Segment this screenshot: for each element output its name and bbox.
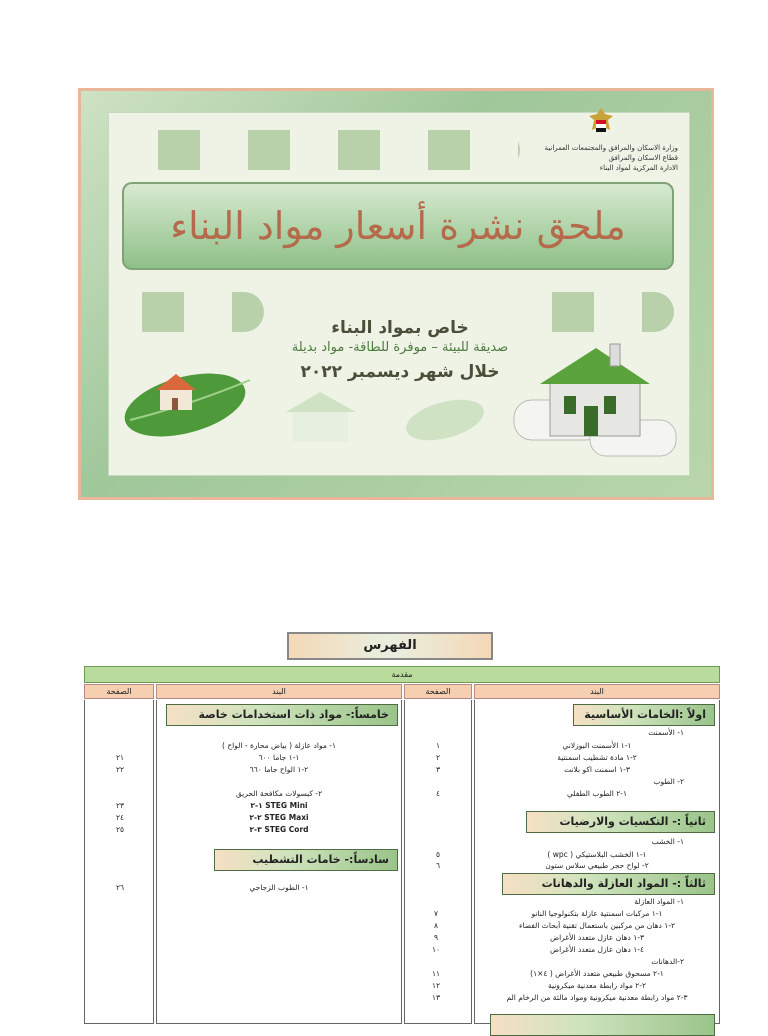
index-entry: STEG Cord ٣-٢	[249, 825, 309, 834]
cover-title-banner	[122, 182, 674, 270]
page-number: ٦	[435, 861, 441, 870]
page-number: ٢	[435, 753, 441, 762]
cover-subtitle-eco: صديقة للبيئة – موفرة للطاقة- مواد بديلة	[291, 340, 509, 355]
index-entry: ٢-١ دهان من مركبين باستعمال تقنية أبحاث الفضاء	[518, 921, 676, 930]
cover-title: ملحق نشرة أسعار مواد البناء	[170, 204, 626, 248]
index-entry: ١-١ مركبات اسمنتية عازلة بتكنولوجيا النانو	[531, 909, 663, 918]
index-entry: STEG Mini ١-٢	[250, 801, 308, 810]
green-roof-house-icon	[510, 340, 680, 460]
cover-subtitle-month: خلال شهر ديسمبر ٢٠٢٢	[300, 362, 500, 382]
index-entry: ٢- لواح حجر طبيعي سلاس ستون	[545, 861, 649, 870]
index-entry: ١-١ الأسمنت البوزلاني	[562, 741, 632, 750]
page-number: ٢١	[115, 753, 125, 762]
subsection-label: ١- مواد عازلة ( بياض محارة - الواح )	[222, 741, 336, 750]
index-entry: ٤-١ دهان عازل متعدد الأغراض	[550, 945, 644, 954]
cover-subtitle-materials: خاص بمواد البناء	[331, 318, 469, 338]
page-number: ٢٣	[115, 801, 125, 810]
page-column-left	[84, 700, 154, 1024]
section-heading: ثانياً :- التكسيات والارضيات	[526, 811, 715, 833]
page-number: ٤	[435, 789, 441, 798]
index-intro-row: مقدمة	[84, 666, 720, 683]
index-entry: STEG Maxi ٢-٢	[249, 813, 309, 822]
trees-decoration-top	[140, 130, 520, 170]
page-number: ١١	[431, 969, 441, 978]
index-entry: ٣-١ دهان عازل متعدد الأغراض	[550, 933, 644, 942]
header-item-right: البند	[474, 684, 720, 699]
page-number: ٣	[435, 765, 441, 774]
page-number: ١٠	[431, 945, 441, 954]
index-entry: ١-١ الخشب البلاستيكي ( wpc )	[547, 850, 647, 859]
section-heading-partial	[490, 1014, 715, 1036]
page-number: ١	[435, 741, 441, 750]
index-title: الفهرس	[287, 632, 493, 660]
page-number: ٧	[433, 909, 439, 918]
page-number: ٢٢	[115, 765, 125, 774]
leaf-house-icon	[120, 360, 260, 440]
page-number: ٢٦	[115, 883, 125, 892]
faded-house-icon	[268, 388, 378, 448]
index-entry: ٣-١ اسمنت اكو بلانت	[564, 765, 630, 774]
index-entry: ١-٢ الطوب الطفلي	[566, 789, 628, 798]
page-number: ٢٥	[115, 825, 125, 834]
ministry-header	[530, 143, 678, 173]
index-entry: ١- الطوب الزجاجي	[249, 883, 309, 892]
header-item-left: البند	[156, 684, 402, 699]
subsection-label: ١- المواد العازلة	[634, 897, 684, 906]
page-number: ٩	[433, 933, 439, 942]
ministry-line: الادارة المركزية لمواد البناء	[599, 164, 678, 172]
egypt-eagle-emblem-icon	[586, 106, 616, 142]
index-entry: ٢-١ مادة تشطيب اسمنتية	[557, 753, 637, 762]
page-number: ٨	[433, 921, 439, 930]
trees-decoration-right	[534, 292, 674, 332]
section-heading: سادساً:- خامات التشطيب	[214, 849, 398, 871]
trees-decoration-left	[124, 292, 264, 332]
index-entry: ١-٢ مسحوق طبيعي متعدد الأغراض ( ٤×١)	[530, 969, 664, 978]
index-entry: ١-١ جاما ٦٠٠	[258, 753, 300, 762]
page-number: ٢٤	[115, 813, 125, 822]
ministry-line: وزارة الاسكان والمرافق والمجتمعات العمرانية	[544, 144, 678, 152]
subsection-label: ٢- الطوب	[653, 777, 684, 786]
section-heading: خامساً:- مواد ذات استخدامات خاصة	[166, 704, 398, 726]
index-entry: ٣-٢ مواد رابطة معدنية ميكرونية ومواد مالئة من الرخام الم	[506, 993, 688, 1002]
index-entry: ٢-١ الواح جاما ٦٦٠	[249, 765, 309, 774]
subsection-label: ١- الأسمنت	[648, 728, 684, 737]
header-page-left: الصفحة	[84, 684, 154, 699]
subsection-label: ١- الخشب	[651, 837, 684, 846]
ministry-line: قطاع الاسكان والمرافق	[608, 154, 678, 162]
header-page-right: الصفحة	[404, 684, 472, 699]
faded-leaf-icon	[400, 392, 490, 447]
section-heading: ثالثاً :- المواد العازلة والدهانات	[502, 873, 715, 895]
page-number: ١٣	[431, 993, 441, 1002]
index-entry: ٢-٢ مواد رابطة معدنية ميكرونية	[547, 981, 647, 990]
subsection-label: ٢-الدهانات	[651, 957, 684, 966]
page-number: ١٢	[431, 981, 441, 990]
page-number: ٥	[435, 850, 441, 859]
subsection-label: ٢- كبسولات مكافحة الحريق	[235, 789, 323, 798]
section-heading: اولاً :الخامات الأساسية	[573, 704, 715, 726]
